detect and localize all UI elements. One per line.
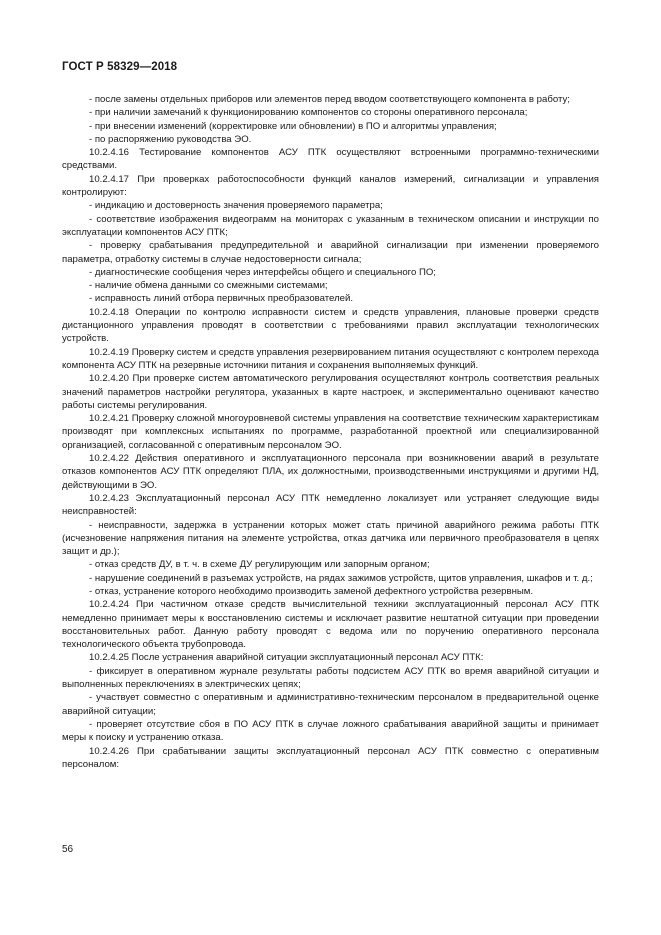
paragraph: - неисправности, задержка в устранении которых может стать причиной аварийного режима работы ПТК (исчезновение напряжения питания на элементе устройства, отказ датчика или первичного преобразователя в цепях защит и др.);	[62, 519, 599, 558]
paragraph: 10.2.4.21 Проверку сложной многоуровневой системы управления на соответствие техническим характеристикам производят при комплексных испытаниях по программе, разработанной проектной или специализированной организацией, согласованной с оперативным персоналом ЭО.	[62, 413, 599, 451]
paragraph: 10.2.4.23 Эксплуатационный персонал АСУ ПТК немедленно локализует или устраняет следующие виды неисправностей:	[62, 492, 599, 518]
paragraph: 10.2.4.16 Тестирование компонентов АСУ ПТК осуществляют встроенными программно-техническими средствами.	[62, 147, 599, 172]
paragraph: - при внесении изменений (корректировке или обновлении) в ПО и алгоритмы управления;	[89, 120, 497, 132]
paragraph: - отказ, устранение которого необходимо производить заменой дефектного устройства резервным.	[89, 585, 534, 597]
paragraph: - отказ средств ДУ, в т. ч. в схеме ДУ регулирующим или запорным органом;	[89, 559, 430, 571]
page-number: 56	[62, 844, 74, 855]
paragraph: 10.2.4.17 При проверках работоспособности функций каналов измерений, сигнализации и управления контролируют:	[62, 173, 599, 199]
paragraph: - индикацию и достоверность значения проверяемого параметра;	[89, 200, 383, 212]
paragraph: - при наличии замечаний к функционированию компонентов со стороны оперативного персонала;	[89, 107, 528, 119]
paragraph: 10.2.4.25 После устранения аварийной ситуации эксплуатационный персонал АСУ ПТК:	[89, 652, 484, 664]
paragraph: - наличие обмена данными со смежными системами;	[89, 280, 328, 292]
paragraph: - участвует совместно с оперативным и административно-техническим персоналом в предварительной оценке аварийной ситуации;	[62, 692, 599, 717]
paragraph: - после замены отдельных приборов или элементов перед вводом соответствующего компонента в работу;	[89, 94, 570, 105]
paragraph: 10.2.4.20 При проверке систем автоматического регулирования осуществляют контроль соответствия реальных значений параметров настройки регулятора, указанных в карте настроек, и экспериментально оценивают качество работы системы регулирования.	[62, 373, 599, 411]
paragraph: - проверку срабатывания предупредительной и аварийной сигнализации при изменении проверяемого параметра, отработку системы в случае недостоверности сигнала;	[62, 240, 599, 265]
paragraph: 10.2.4.26 При срабатывании защиты эксплуатационный персонал АСУ ПТК совместно с оперативным персоналом:	[62, 745, 599, 770]
paragraph: 10.2.4.18 Операции по контролю исправности систем и средств управления, плановые проверки средств дистанционного управления проводят в соответствии с требованиями правил эксплуатации технологических устройств.	[62, 306, 599, 345]
paragraph: - проверяет отсутствие сбоя в ПО АСУ ПТК в случае ложного срабатывания аварийной защиты и принимает меры к поиску и устранению отказа.	[62, 718, 599, 744]
document-body	[62, 93, 599, 771]
paragraph: - нарушение соединений в разъемах устройств, на рядах зажимов устройств, щитов управления, шкафов и т. д.;	[89, 572, 593, 584]
document-header: ГОСТ Р 58329—2018	[62, 61, 178, 73]
paragraph: - фиксирует в оперативном журнале результаты работы подсистем АСУ ПТК во время аварийной ситуации и выполненных переключениях в электрических цепях;	[62, 665, 599, 691]
paragraph: - диагностические сообщения через интерфейсы общего и специального ПО;	[89, 266, 436, 278]
paragraph: 10.2.4.24 При частичном отказе средств вычислительной техники эксплуатационный персонал АСУ ПТК немедленно принимает меры к восстановлению системы и исключает развитие нештатной ситуации при проведении восстановительных работ. Данную работу проводят с ведома или по поручению оперативного персонала технологического объекта трубопровода.	[62, 599, 599, 651]
paragraph: - по распоряжению руководства ЭО.	[89, 133, 252, 145]
paragraph: - исправность линий отбора первичных преобразователей.	[89, 293, 354, 305]
paragraph: 10.2.4.22 Действия оперативного и эксплуатационного персонала при возникновении аварий в результате отказов компонентов АСУ ПТК определяют ПЛА, их должностными, производственными инструкциями и другими НД, действующими в ЭО.	[62, 453, 599, 491]
paragraph: - соответствие изображения видеограмм на мониторах с указанным в техническом описании и инструкции по эксплуатации компонентов АСУ ПТК;	[62, 213, 599, 238]
paragraph: 10.2.4.19 Проверку систем и средств управления резервированием питания осуществляют с контролем перехода компонента АСУ ПТК на резервные источники питания и сохранения выполняемых функций.	[62, 346, 599, 371]
